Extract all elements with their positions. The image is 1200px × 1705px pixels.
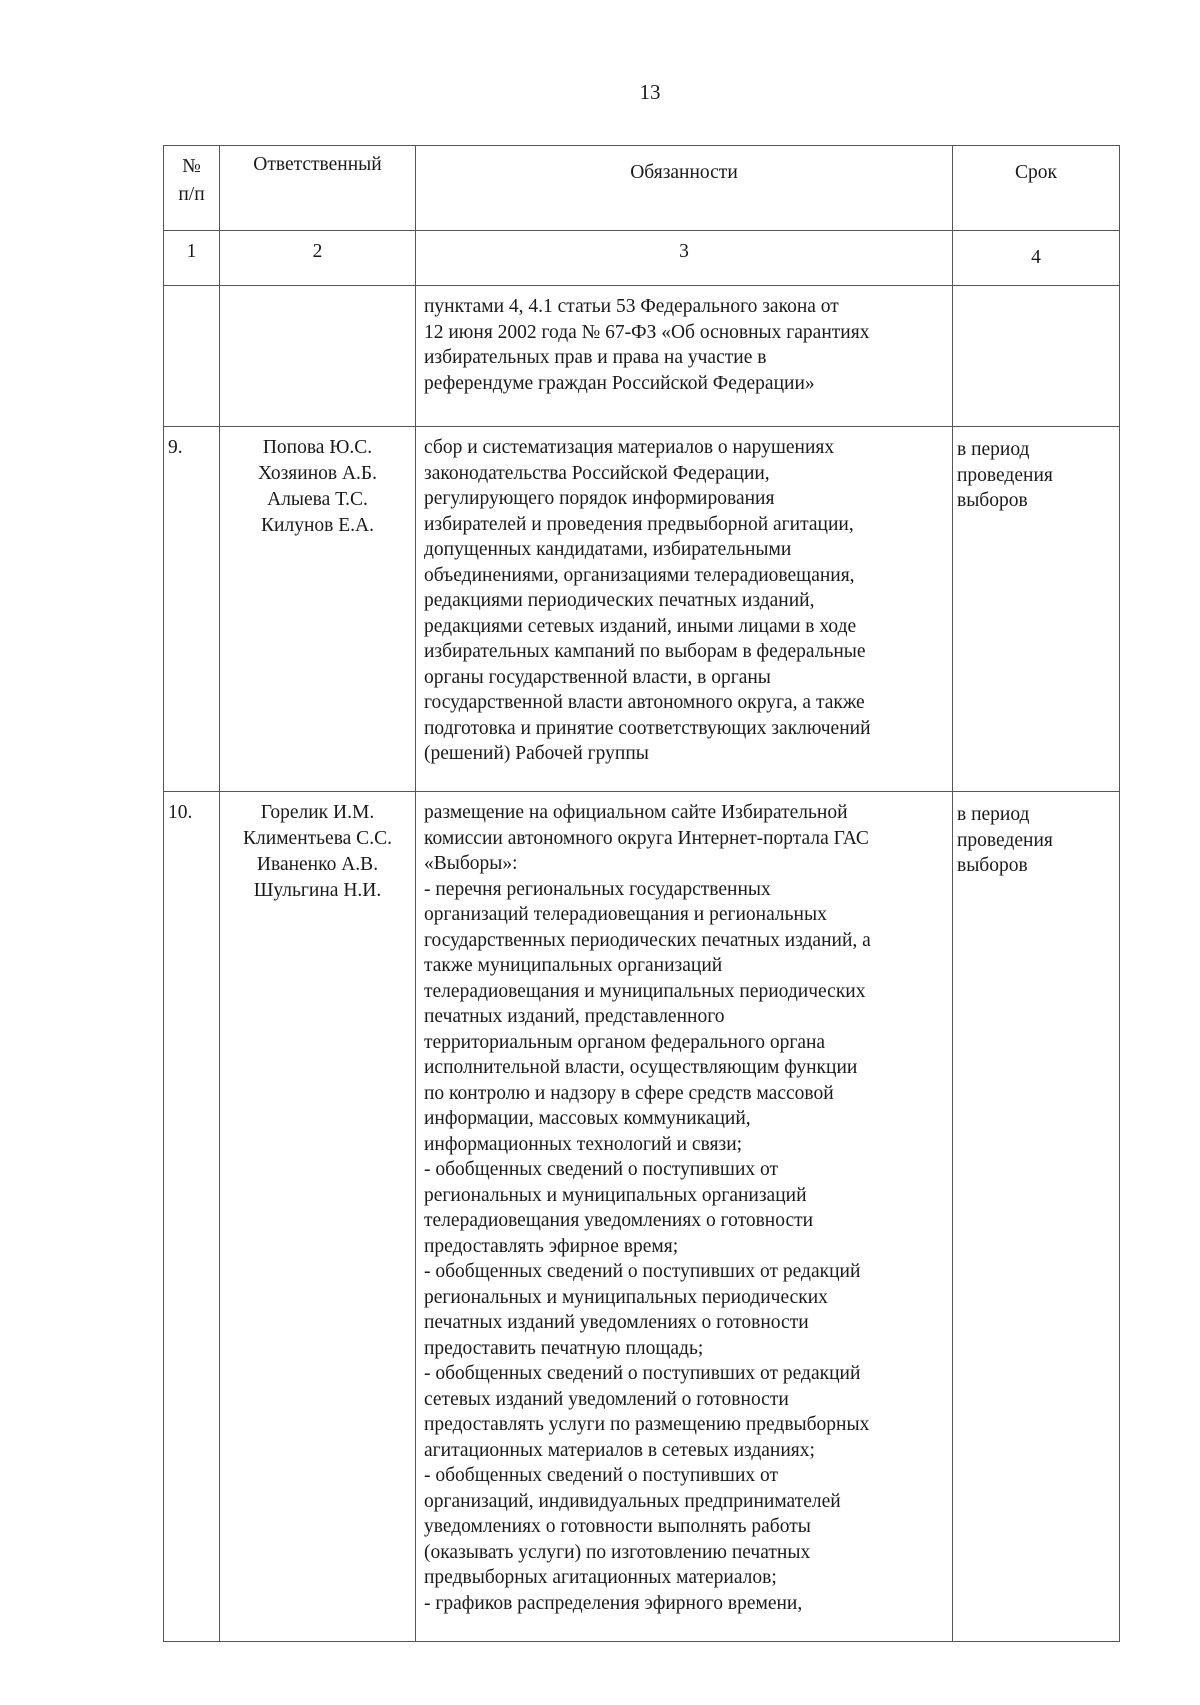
row-responsible <box>220 792 416 1642</box>
row-responsible <box>220 427 416 792</box>
header-term: Срок <box>953 146 1120 231</box>
duty-line: предоставлять услуги по размещению предвыборных <box>424 1414 870 1435</box>
duty-line: регулирующего порядок информирования <box>424 488 775 509</box>
responsible-person: Горелик И.М. <box>260 802 375 823</box>
duty-line: государственных периодических печатных изданий, а <box>424 929 871 951</box>
duty-line: территориальным органом федерального органа <box>424 1031 826 1053</box>
duty-line: избирателей и проведения предвыборной агитации, <box>424 513 854 535</box>
duty-line: печатных изданий, представленного <box>424 1006 725 1027</box>
column-index-1: 1 <box>164 231 220 286</box>
responsible-person: Хозяинов А.Б. <box>257 463 377 484</box>
duty-line: - обобщенных сведений о поступивших от <box>424 1465 779 1486</box>
column-index-row <box>164 231 1120 286</box>
duty-line: предоставлять эфирное время; <box>424 1235 679 1257</box>
duty-line: - обобщенных сведений о поступивших от <box>424 1159 779 1180</box>
responsible-person: Килунов Е.А. <box>261 515 374 536</box>
duty-line: референдуме граждан Российской Федерации» <box>424 372 815 394</box>
duty-line: организаций телерадиовещания и региональных <box>424 904 827 925</box>
duty-line: - графиков распределения эфирного времени, <box>424 1592 803 1614</box>
row-number: 10. <box>164 792 220 1642</box>
row-term <box>953 792 1120 1642</box>
duties-table <box>163 145 1120 1642</box>
duty-line: агитационных материалов в сетевых изданиях; <box>424 1439 815 1461</box>
duty-line: уведомлениях о готовности выполнять работы <box>424 1516 811 1537</box>
header-number-line2: п/п <box>178 184 205 205</box>
duty-line: региональных и муниципальных организаций <box>424 1184 807 1206</box>
header-responsible: Ответственный <box>220 146 416 231</box>
duty-line: подготовка и принятие соответствующих заключений <box>424 717 871 739</box>
duty-line: - обобщенных сведений о поступивших от редакций <box>424 1261 861 1282</box>
duty-line: печатных изданий уведомлениях о готовности <box>424 1312 809 1333</box>
duty-line: пунктами 4, 4.1 статьи 53 Федерального закона от <box>424 296 839 317</box>
responsible-person: Алыева Т.С. <box>267 489 368 510</box>
duty-line: предвыборных агитационных материалов; <box>424 1567 777 1588</box>
duty-line: информации, массовых коммуникаций, <box>424 1108 751 1129</box>
duty-line: региональных и муниципальных периодических <box>424 1286 828 1308</box>
duty-line: органы государственной власти, в органы <box>424 666 771 688</box>
row-duties <box>416 286 953 427</box>
duty-line: телерадиовещания и муниципальных периодических <box>424 980 866 1002</box>
duty-line: (решений) Рабочей группы <box>424 743 649 764</box>
duty-line: сетевых изданий уведомлений о готовности <box>424 1388 789 1410</box>
duty-line: 12 июня 2002 года № 67-ФЗ «Об основных гарантиях <box>424 321 870 343</box>
duty-line: (оказывать услуги) по изготовлению печатных <box>424 1541 811 1563</box>
term-line: в период <box>957 804 1030 825</box>
duty-line: информационных технологий и связи; <box>424 1133 743 1155</box>
responsible-person: Климентьева С.С. <box>243 828 392 849</box>
term-line: проведения <box>957 829 1053 851</box>
duty-line: законодательства Российской Федерации, <box>424 462 770 484</box>
duty-line: сбор и систематизация материалов о нарушениях <box>424 437 835 458</box>
term-line: в период <box>957 439 1030 460</box>
header-duties: Обязанности <box>416 146 953 231</box>
row-number: 9. <box>164 427 220 792</box>
header-number <box>164 146 220 231</box>
term-line: выборов <box>957 855 1028 876</box>
duty-line: избирательных прав и права на участие в <box>424 347 767 368</box>
column-index-3: 3 <box>416 231 953 286</box>
duty-line: допущенных кандидатами, избирательными <box>424 539 792 560</box>
term-line: выборов <box>957 490 1028 511</box>
duty-line: объединениями, организациями телерадиовещания, <box>424 564 855 586</box>
responsible-person: Иваненко А.В. <box>256 854 379 875</box>
table-row <box>164 286 1120 427</box>
duty-line: «Выборы»: <box>424 853 518 874</box>
duty-line: также муниципальных организаций <box>424 955 723 976</box>
duty-line: редакциями сетевых изданий, иными лицами в ходе <box>424 615 857 637</box>
duty-line: организаций, индивидуальных предпринимателей <box>424 1490 841 1512</box>
table-row <box>164 792 1120 1642</box>
duty-line: исполнительной власти, осуществляющим функции <box>424 1057 858 1078</box>
row-duties <box>416 427 953 792</box>
term-line: проведения <box>957 464 1053 486</box>
duty-line: - перечня региональных государственных <box>424 878 771 900</box>
duty-line: - обобщенных сведений о поступивших от редакций <box>424 1363 861 1384</box>
row-responsible <box>220 286 416 427</box>
duty-line: редакциями периодических печатных изданий, <box>424 590 815 611</box>
duty-line: избирательных кампаний по выборам в федеральные <box>424 641 866 662</box>
duty-line: государственной власти автономного округа, а также <box>424 692 865 713</box>
duty-line: размещение на официальном сайте Избирательной <box>424 802 848 823</box>
row-duties <box>416 792 953 1642</box>
responsible-person: Попова Ю.С. <box>262 437 373 458</box>
row-number <box>164 286 220 427</box>
duty-line: по контролю и надзору в сфере средств массовой <box>424 1082 834 1104</box>
row-term <box>953 286 1120 427</box>
column-index-2: 2 <box>220 231 416 286</box>
responsible-person: Шульгина Н.И. <box>253 880 382 901</box>
header-number-line1: № <box>182 156 201 177</box>
duty-line: предоставить печатную площадь; <box>424 1337 704 1359</box>
row-term <box>953 427 1120 792</box>
duty-line: комиссии автономного округа Интернет-портала ГАС <box>424 827 869 849</box>
page-number: 13 <box>639 80 661 104</box>
duty-line: телерадиовещания уведомлениях о готовности <box>424 1210 814 1231</box>
table-row <box>164 427 1120 792</box>
column-index-4: 4 <box>953 231 1120 286</box>
table-header-row <box>164 146 1120 231</box>
